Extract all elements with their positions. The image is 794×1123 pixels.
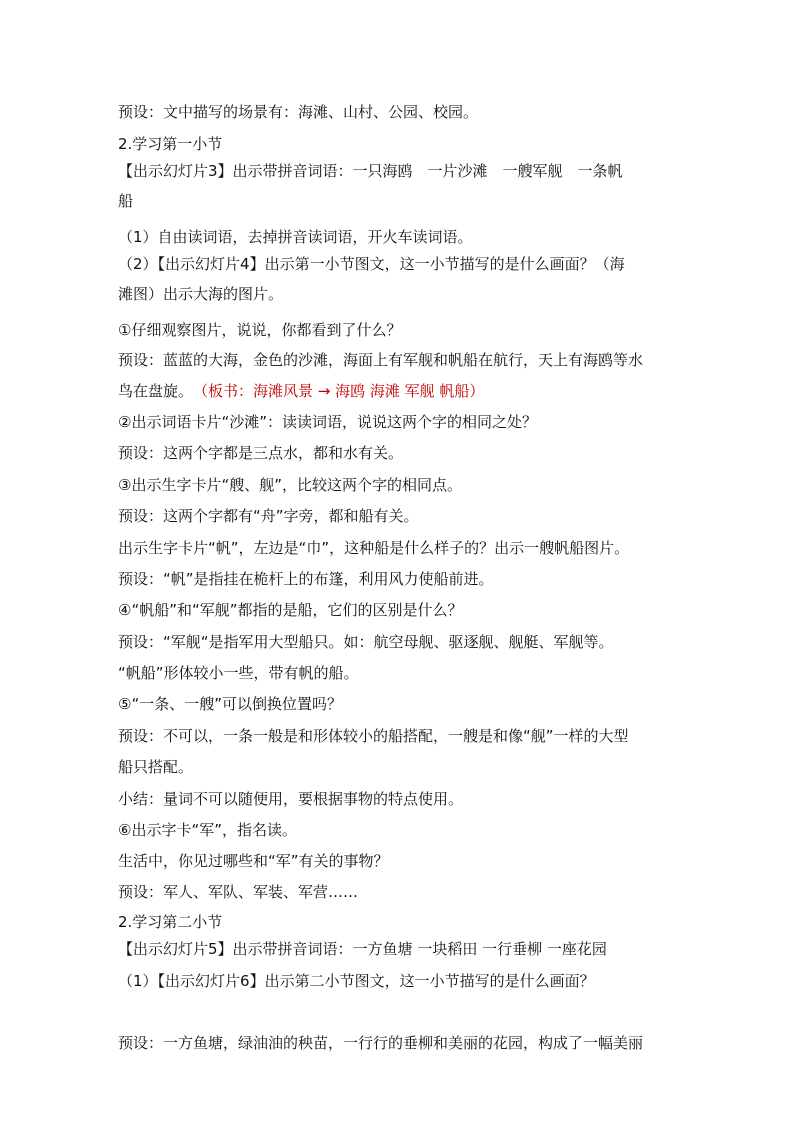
text-line: 预设：这两个字都有“舟”字旁，都和船有关。 (118, 507, 419, 525)
text-line: 预设：文中描写的场景有：海滩、山村、公园、校园。 (118, 103, 479, 121)
text-line: （1）自由读词语，去掉拼音读词语，开火车读词语。 (118, 228, 473, 246)
text-line: 生活中，你见过哪些和“军”有关的事物？ (118, 852, 389, 870)
text-line: （2）【出示幻灯片4】出示第一小节图文，这一小节描写的是什么画面？（海 (118, 255, 625, 273)
text-line: ⑥出示字卡“军”，指名读。 (118, 821, 297, 839)
section-heading: 2.学习第一小节 (118, 135, 223, 153)
text-line: ④“帆船”和“军舰”都指的是船，它们的区别是什么？ (118, 601, 463, 619)
text-line: ⑤“一条、一艘”可以倒换位置吗？ (118, 695, 342, 713)
text-line: ③出示生字卡片“艘、舰”，比较这两个字的相同点。 (118, 476, 462, 494)
text-line: 预设：蓝蓝的大海，金色的沙滩，海面上有军舰和帆船在航行，天上有海鸥等水 (118, 351, 644, 369)
text-line: 【出示幻灯片3】出示带拼音词语：一只海鸥 一片沙滩 一艘军舰 一条帆 (118, 162, 623, 180)
text-line: （1）【出示幻灯片6】出示第二小节图文，这一小节描写的是什么画面？ (118, 972, 595, 990)
text-line: 滩图）出示大海的图片。 (118, 285, 284, 303)
text-line: 小结：量词不可以随便用，要根据事物的特点使用。 (118, 790, 464, 808)
blackboard-note: （板书：海滩风景 → 海鸥 海滩 军舰 帆船） (193, 382, 485, 400)
text-line: 预设：“帆”是指挂在桅杆上的布篷，利用风力使船前进。 (118, 570, 494, 588)
text-line: 预设：不可以，一条一般是和形体较小的船搭配，一艘是和像“舰”一样的大型 (118, 727, 629, 745)
text-line: 预设：“军舰“是指军用大型船只。如：航空母舰、驱逐舰、舰艇、军舰等。 (118, 633, 614, 651)
text-line: 预设：这两个字都是三点水，都和水有关。 (118, 444, 404, 462)
text-line: ②出示词语卡片“沙滩”：读读词语，说说这两个字的相同之处？ (118, 413, 537, 431)
section-heading: 2.学习第二小节 (118, 913, 223, 931)
text-line: 预设：军人、军队、军装、军营…… (118, 883, 359, 901)
text-line: 船 (118, 192, 134, 210)
text-line: 出示生字卡片“帆”，左边是“巾”，这种船是什么样子的？出示一艘帆船图片。 (118, 539, 630, 557)
text-line: 【出示幻灯片5】出示带拼音词语：一方鱼塘 一块稻田 一行垂柳 一座花园 (118, 940, 607, 958)
text-line: 船只搭配。 (118, 758, 194, 776)
text-line: 鸟在盘旋。 (118, 382, 194, 400)
text-line: ①仔细观察图片，说说，你都看到了什么？ (118, 321, 402, 339)
text-line: “帆船”形体较小一些，带有帆的船。 (118, 664, 359, 682)
text-line: 预设：一方鱼塘，绿油油的秧苗，一行行的垂柳和美丽的花园，构成了一幅美丽 (118, 1034, 644, 1052)
